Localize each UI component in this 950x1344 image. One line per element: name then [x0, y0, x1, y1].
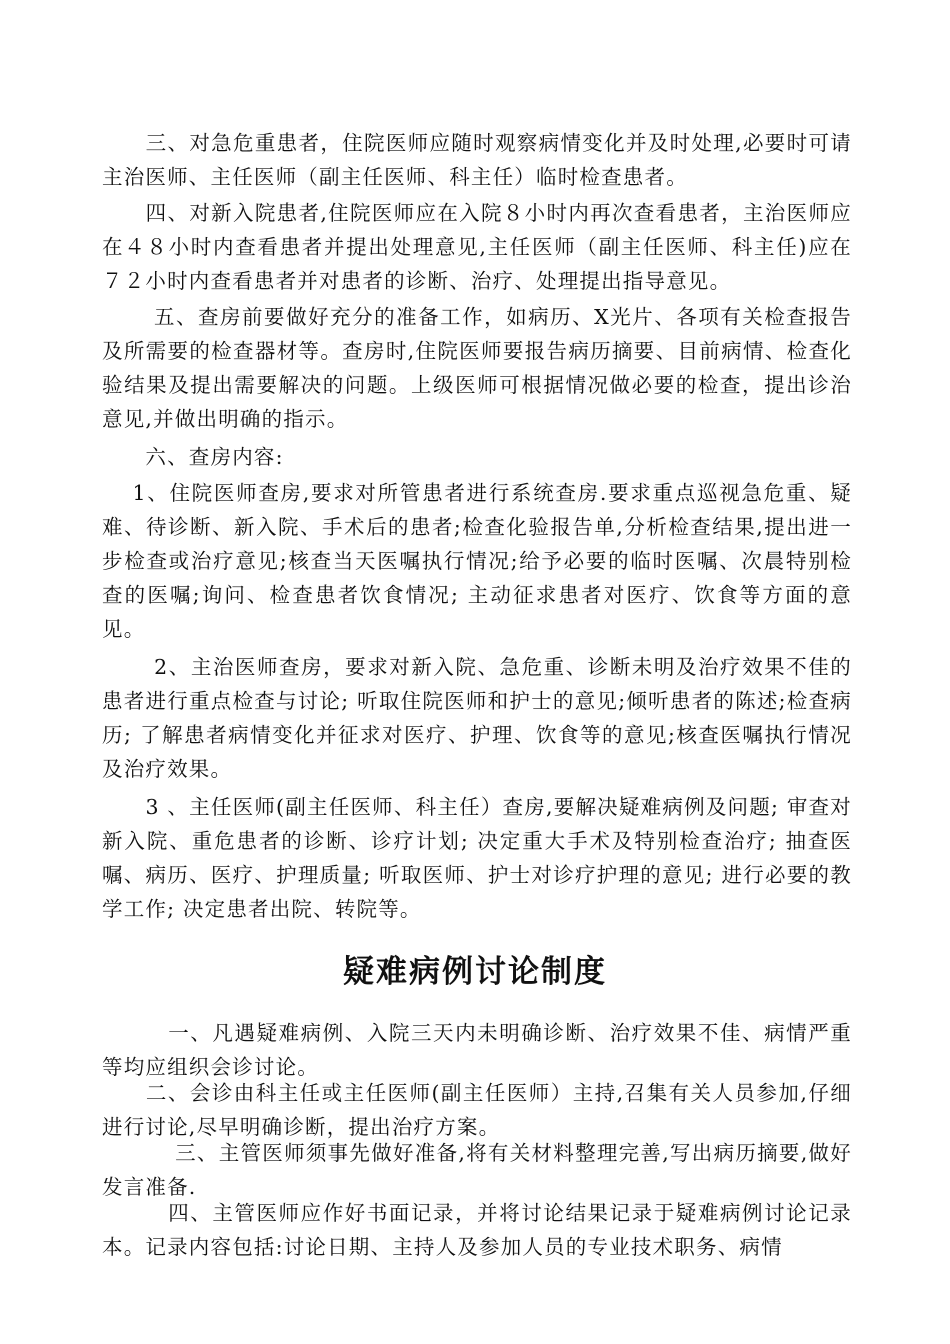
paragraph-4-new-admissions: 四、对新入院患者,住院医师应在入院８小时内再次查看患者，主治医师应在４８小时内查看患者并提出处理意见,主任医师（副主任医师、科主任)应在７２小时内查看患者并对患者的诊断、治疗、处理提出指导意见。 — [102, 201, 852, 293]
paragraph-6-heading: 六、查房内容: — [102, 445, 284, 469]
paragraph-difficult-4: 四、主管医师应作好书面记录，并将讨论结果记录于疑难病例讨论记录本。记录内容包括:讨论日期、主持人及参加人员的专业技术职务、病情 — [102, 1201, 852, 1259]
paragraph-difficult-1: 一、凡遇疑难病例、入院三天内未明确诊断、治疗效果不佳、病情严重等均应组织会诊讨论。 — [102, 1021, 852, 1079]
paragraph-difficult-2: 二、会诊由科主任或主任医师(副主任医师）主持,召集有关人员参加,仔细进行讨论,尽早明确诊断，提出治疗方案。 — [102, 1081, 852, 1139]
paragraph-3-critical-patients: 三、对急危重患者，住院医师应随时观察病情变化并及时处理,必要时可请主治医师、主任医师（副主任医师、科主任）临时检查患者。 — [102, 131, 852, 189]
paragraph-6-2-attending-rounds: 2、主治医师查房，要求对新入院、急危重、诊断未明及治疗效果不佳的患者进行重点检查与讨论; 听取住院医师和护士的意见;倾听患者的陈述;检查病历; 了解患者病情变化并征求对医疗、护理、饮食等的意见;核查医嘱执行情况及治疗效果。 — [102, 655, 852, 781]
paragraph-5-preparation: 五、查房前要做好充分的准备工作，如病历、X光片、各项有关检查报告及所需要的检查器材等。查房时,住院医师要报告病历摘要、目前病情、检查化验结果及提出需要解决的问题。上级医师可根据情况做必要的检查，提出诊治意见,并做出明确的指示。 — [102, 305, 852, 431]
paragraph-difficult-3: 三、主管医师须事先做好准备,将有关材料整理完善,写出病历摘要,做好发言准备. — [102, 1141, 852, 1199]
section-title: 疑难病例讨论制度 — [343, 954, 607, 990]
paragraph-6-1-resident-rounds: 1、住院医师查房,要求对所管患者进行系统查房.要求重点巡视急危重、疑难、待诊断、新入院、手术后的患者;检查化验报告单,分析检查结果,提出进一步检查或治疗意见;核查当天医嘱执行情况;给予必要的临时医嘱、次晨特别检查的医嘱;询问、检查患者饮食情况; 主动征求患者对医疗、饮食等方面的意见。 — [102, 481, 852, 641]
paragraph-6-3-chief-rounds: 3 、主任医师(副主任医师、科主任）查房,要解决疑难病例及问题; 审查对新入院、重危患者的诊断、诊疗计划; 决定重大手术及特别检查治疗; 抽查医嘱、病历、医疗、护理质量; 听取医师、护士对诊疗护理的意见; 进行必要的教学工作; 决定患者出院、转院等。 — [102, 795, 852, 921]
